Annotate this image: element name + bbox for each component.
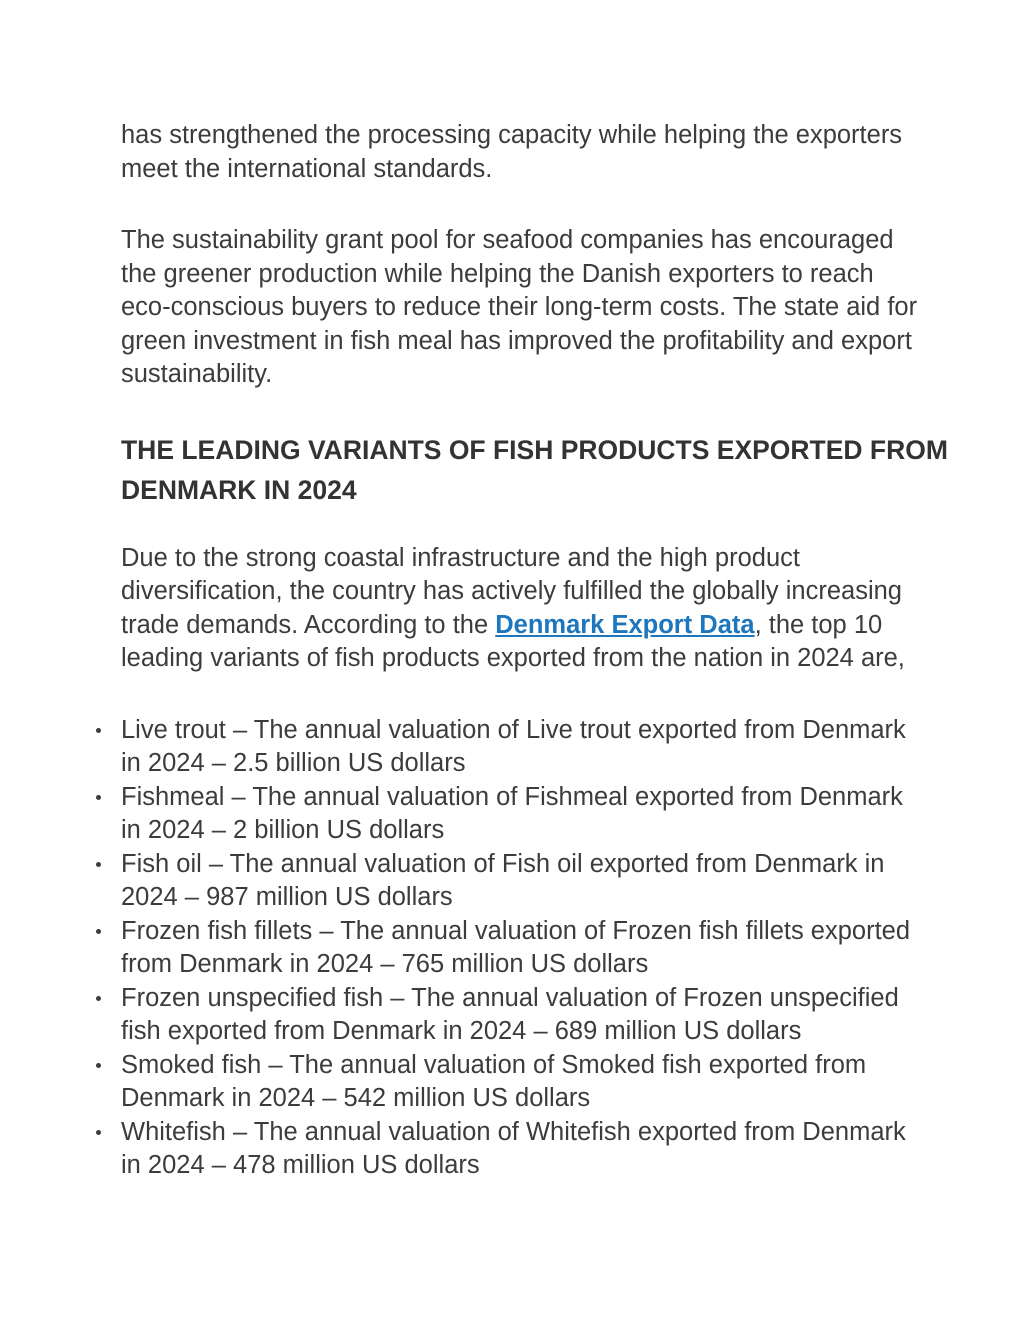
list-item-fishmeal: Fishmeal – The annual valuation of Fishmeal exported from Denmark in 2024 – 2 billion US dollars xyxy=(121,781,921,848)
fish-products-list xyxy=(121,714,921,1183)
paragraph-processing-capacity: has strengthened the processing capacity while helping the exporters meet the international standards. xyxy=(121,121,903,183)
denmark-export-data-link[interactable]: Denmark Export Data xyxy=(495,610,755,639)
list-item-smoked-fish: Smoked fish – The annual valuation of Smoked fish exported from Denmark in 2024 – 542 million US dollars xyxy=(121,1049,921,1116)
list-item-frozen-unspecified-fish: Frozen unspecified fish – The annual valuation of Frozen unspecified fish exported from Denmark in 2024 – 689 million US dollars xyxy=(121,982,921,1049)
paragraph-top-10-intro-before-link: Due to the strong coastal infrastructure and the high product diversification, the country has actively fulfilled the globally increasing trade demands. According to the xyxy=(121,543,902,639)
paragraph-top-10-intro-after-link: , the top 10 leading variants of fish products exported from the nation in 2024 are, xyxy=(121,610,905,672)
list-item-live-trout: Live trout – The annual valuation of Live trout exported from Denmark in 2024 – 2.5 billion US dollars xyxy=(121,714,921,781)
paragraph-sustainability-grant: The sustainability grant pool for seafood companies has encouraged the greener production while helping the Danish exporters to reach eco-conscious buyers to reduce their long-term costs. The state aid for green investment in fish meal has improved the profitability and export sustainability. xyxy=(121,226,918,388)
list-item-fish-oil: Fish oil – The annual valuation of Fish oil exported from Denmark in 2024 – 987 million US dollars xyxy=(121,848,921,915)
list-item-frozen-fish-fillets: Frozen fish fillets – The annual valuation of Frozen fish fillets exported from Denmark in 2024 – 765 million US dollars xyxy=(121,915,921,982)
document-body xyxy=(121,119,948,1183)
section-heading-leading-variants: THE LEADING VARIANTS OF FISH PRODUCTS EXPORTED FROM DENMARK IN 2024 xyxy=(121,434,948,505)
list-item-whitefish: Whitefish – The annual valuation of Whitefish exported from Denmark in 2024 – 478 million US dollars xyxy=(121,1116,921,1183)
paragraph-top-10-intro xyxy=(121,542,921,676)
